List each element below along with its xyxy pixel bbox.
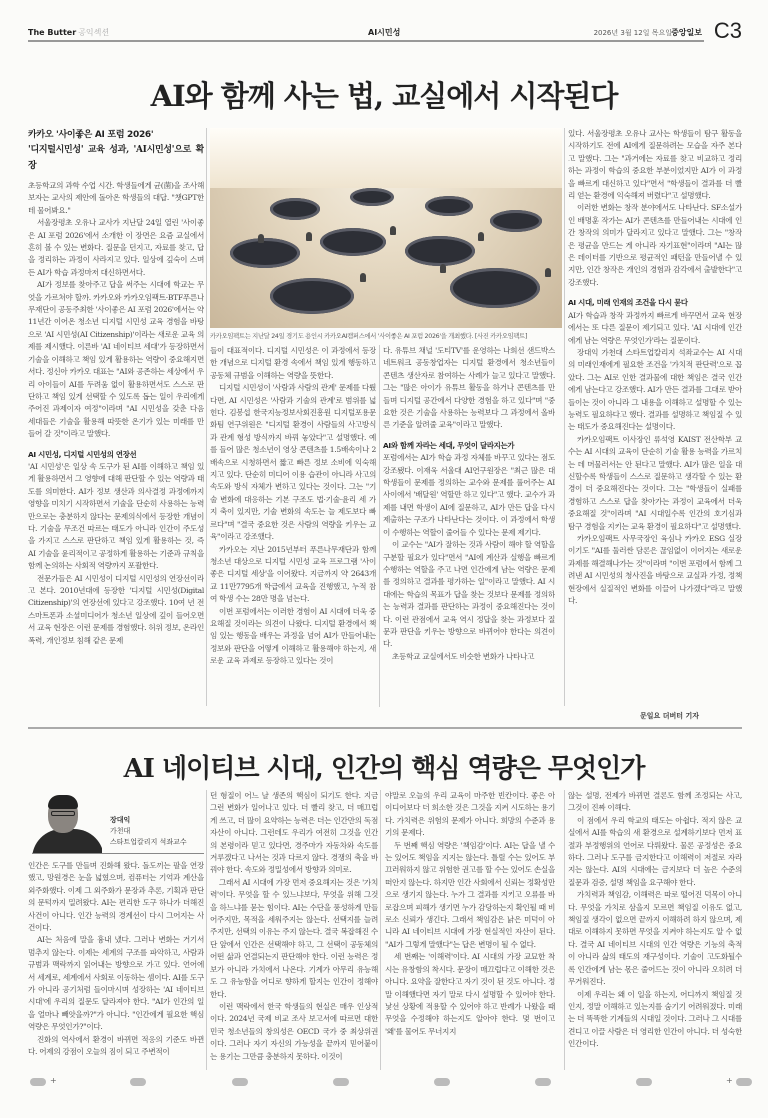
registration-mark	[130, 1078, 146, 1086]
article2-column-4	[568, 790, 742, 1068]
photo-table	[270, 278, 354, 314]
author-name: 장대익	[110, 816, 131, 824]
paragraph: 이런 맥락에서 한국 학생들의 현실은 매우 인상적이다. 2024년 국제 비교 조사 보고서에 따르면 대한민국 청소년들의 창의성은 OECD 국가 중 최상위권이다. 그러나 자기 자신의 가능성을 끝까지 믿어붙이는 용기는 그만큼 충분하지 못하다. 이것이	[210, 1001, 378, 1061]
author-title: 스타트업칼리지 석좌교수	[110, 838, 187, 846]
photo-person	[360, 273, 366, 282]
photo-table	[425, 196, 473, 216]
registration-mark	[30, 1078, 46, 1086]
paragraph: 진화의 역사에서 환경이 바뀌면 적응의 기준도 바뀐다. 어제의 강점이 오늘의 짐이 되고 주변적이	[28, 1034, 204, 1057]
paragraph: 그래서 AI 시대에 가장 먼저 중요해지는 것은 '가치력'이다. 무엇을 할 수 있느냐보다, 무엇을 위해 그것을 하느냐를 묻는 힘이다. AI는 수단을 풍성하게 만들어주지만, 목적을 세워주지는 않는다. 선택지를 늘려주지만, 선택의 이유는 주지 않는다. 결국 복잡해진 수단 앞에서 인간은 선택해야 하고, 그 선택이 공동체의 어떤 삶과 연결되는지 판단해야 한다. 이런 능력은 정보가 아니라 가치에서 나온다. 기계가 아무리 유능해도 그 유능함을 어디로 향하게 할지는 인간이 정해야 한다.	[210, 877, 378, 999]
section-brand: The Butter 공익섹션	[28, 28, 110, 37]
paragraph: AI는 처음에 말을 흉내 냈다. 그러나 변화는 거기서 멈추지 않는다. 이제는 세계의 구조를 파악하고, 사람과 규범과 맥락까지 읽어내는 방향으로 가고 있다. 언어에서 세계로, 세계에서 사회로 이동하는 셈이다. AI를 도구가 아니라 공기처럼 들이마시며 성장하는 'AI 네이티브 시대'에 우리의 질문도 달라져야 한다. "AI가 인간의 일을 얼마나 빼앗을까?"가 아니다. "인간에게 필요한 핵심 역량은 무엇인가?"이다.	[28, 935, 204, 1032]
article1-column-2	[210, 345, 376, 707]
photo-person	[390, 226, 396, 235]
paragraph: 디지털 시민성이 '사람과 사람의 관계' 문제를 다뤘다면, AI 시민성은 '사람과 기술의 관계'로 범위를 넓힌다. 김봉섭 한국지능정보사회진흥원 디지털포용문화팀 연구위원은 "디지털 환경이 사람들의 사고방식과 관계 형성 방식까지 바꿔 놓았다"고 설명했다. 예를 들어 많은 청소년이 영상 콘텐츠를 1.5배속이나 2배속으로 시청하면서 짧고 빠른 정보 소비에 익숙해지고 있다. 단순히 미디어 이용 습관이 아니라 사고의 속도와 방식 자체가 변하고 있다는 것이다. 그는 "기술 변화에 대응하는 기본 구조도 법·기술·윤리 세 가지 축이 있지만, 기술 변화의 속도는 늘 제도보다 빠르다"며 "결국 중요한 것은 사람의 역량을 키우는 교육"이라고 강조했다.	[210, 383, 376, 542]
paragraph: 이제 우리는 왜 이 일을 하는지, 어디까지 책임질 것인지, 정말 이해하고 있는지를 숨기기 어려워졌다. 미래는 더 똑똑한 기계들의 시대일 것이다. 그러나 그 시대를 견디고 이끌 사람은 더 영리한 인간이 아니다. 더 성숙한 인간이다.	[568, 989, 742, 1049]
author-affiliation: 가천대	[110, 827, 131, 835]
photo-table	[320, 228, 386, 256]
crop-mark-icon: +	[50, 1076, 57, 1085]
author-portrait	[32, 795, 102, 853]
article1-byline: 문일요 더버터 기자	[640, 712, 699, 720]
photo-table	[490, 210, 542, 232]
section-subhead: AI 시대, 미래 인재의 조건을 다시 묻다	[568, 298, 688, 308]
article1-headline: AI와 함께 사는 법, 교실에서 시작된다	[150, 79, 618, 113]
paragraph: AI가 학습과 창작 과정까지 빠르게 바꾸면서 교육 현장에서는 또 다른 질문이 제기되고 있다. 'AI 시대에 인간에게 남는 역량은 무엇인가'라는 질문이다.	[568, 310, 742, 345]
paragraph: 포럼에서는 AI가 학습 과정 자체를 바꾸고 있다는 점도 강조됐다. 이재욱 서울대 AI연구원장은 "최근 많은 대학생들이 문제를 정의하는 교수와 문제를 풀어주는 AI 사이에서 '배달원' 역할만 하고 있다"고 했다. 교수가 과제를 내면 학생이 AI에 질문하고, AI가 만든 답을 다시 제출하는 구조가 나타난다는 것이다. 이 과정에서 학생이 수행하는 역할이 줄어들 수 있다는 문제 제기다.	[383, 453, 555, 537]
registration-mark	[434, 1078, 450, 1086]
registration-mark	[535, 1078, 551, 1086]
section-subhead: AI 시민성, 디지털 시민성의 연장선	[28, 449, 137, 459]
paragraph: 카카오임팩트 사무국장인 육심나 카카오 ESG 실장이기도 "AI를 둘러싼 담론은 끊임없이 이어지는 새로운 과제를 해결해나가는 것"이라며 "이번 포럼에서 함께 그려낸 AI 시민성의 청사진을 바탕으로 교실과 가정, 정책 현장에서 실질적인 변화를 이끌어 나가겠다"라고 말했다.	[568, 534, 742, 606]
column-divider	[380, 790, 381, 1070]
portrait-hair	[48, 795, 78, 809]
paragraph: 세 번째는 '이해력'이다. AI 시대의 가장 교묘한 착시는 유창함의 착시다. 문장이 매끄럽다고 이해한 것은 아니다. 요약을 잘한다고 자기 것이 된 것도 아니다. 정말 이해했다면 자기 말로 다시 설명할 수 있어야 한다. 낯선 상황에 적용할 수 있어야 하고 반례가 나왔을 때 무엇을 수정해야 하는지도 알아야 한다. 몇 번이고 '왜'를 물어도 무너지지	[385, 952, 555, 1036]
section-title: AI시민성	[368, 28, 401, 37]
column-divider	[379, 345, 380, 707]
paragraph: 야말로 오늘의 우리 교육이 마주한 빈칸이다. 좋은 아이디어보다 더 희소한 것은 그것을 지켜 시도하는 용기다. 가치력은 위험의 문제가 아니다. 희망의 수준과 용기의 문제다.	[385, 791, 555, 838]
paragraph: 이번 포럼에서는 이러한 경험이 AI 시대에 더욱 중요해질 것이라는 의견이 나왔다. 디지털 환경에서 책임 있는 행동을 배우는 과정을 넘어 AI가 만들어내는 정보와 판단을 어떻게 이해하고 활용해야 하는지, 새로운 교육 과제로 등장하고 있다는 것이	[210, 606, 376, 666]
paragraph: 들이 대표적이다. 디지털 시민성은 이 과정에서 등장한 개념으로 디지털 환경 속에서 책임 있게 행동하고 공동체 규범을 이해하는 역량을 뜻한다.	[210, 346, 376, 380]
page-header	[28, 18, 742, 46]
photo-person	[306, 232, 312, 241]
paragraph: 두 번째 핵심 역량은 '책임감'이다. AI는 답을 낼 수는 있어도 책임을 지지는 않는다. 틀릴 수는 있어도 부끄러워하지 않고 위험한 권고를 할 수는 있어도 손실을 떠안지 않는다. 하지만 인간 사회에서 신뢰는 정확성만으로 생기지 않는다. 누가 그 결과를 지키고 오류를 바로잡으며 피해가 생기면 누가 감당하는지 확인될 때 비로소 신뢰가 생긴다. 그래서 책임감은 낡은 미덕이 아니라 AI 네이티브 시대에 가장 현실적인 자산이 된다. "AI가 그렇게 말했다"는 답은 변명이 될 수 없다.	[385, 840, 555, 949]
photo-person	[478, 232, 484, 241]
photo-person	[545, 268, 551, 277]
article1-column-3	[383, 345, 555, 707]
photo-table	[450, 268, 540, 308]
paragraph: 이 점에서 우리 학교의 태도는 아쉽다. 적지 않은 교실에서 AI를 학습의 새 환경으로 설계하기보다 먼저 표절과 부정행위의 언어로 다뤄왔다. 물론 공정성은 중요하다. 그러나 도구를 금지한다고 이해력이 저절로 자라지는 않는다. AI의 시대에는 금지보다 더 높은 수준의 질문과 검증, 설명 책임을 요구해야 한다.	[568, 815, 742, 887]
newspaper-logo: 중앙일보	[671, 28, 702, 37]
paragraph: 이 교수는 "AI가 잘하는 것과 사람이 해야 할 역할을 구분할 필요가 있다"면서 "AI에 계산과 실행을 빠르게 수행하는 역할을 주고 나면 인간에게 남는 역량은 문제를 정의하고 결과를 평가하는 일"이라고 말했다. AI 시대에는 학습의 목표가 답을 찾는 것보다 문제를 정의하는 능력과 결과를 판단하는 과정이 중요해진다는 것이다. 이런 관점에서 교육 역시 정답을 찾는 과정보다 질문과 판단을 키우는 방향으로 바뀌어야 한다는 의견이다.	[383, 540, 555, 649]
registration-mark	[736, 1078, 752, 1086]
paragraph: 않는 설명, 전제가 바뀌면 결론도 함께 조정되는 사고, 그것이 진짜 이해다.	[568, 791, 742, 813]
page-number: C3	[713, 18, 742, 43]
photo-table	[270, 198, 320, 220]
registration-mark	[232, 1078, 248, 1086]
column-divider	[564, 790, 565, 1070]
article2-column-1	[28, 860, 204, 1068]
article1-kicker: 카카오 '사이좋은 AI 포럼 2026'	[28, 130, 154, 140]
paragraph: 가치력과 책임감, 이해력은 따로 떨어진 덕목이 아니다. 무엇을 가치로 삼을지 모르면 책임질 이유도 없고, 책임질 생각이 없으면 끝까지 이해하려 하지 않으며, 제대로 이해하지 못하면 무엇을 지켜야 하는지도 알 수 없다. 결국 AI 네이티브 시대의 인간 역량은 기능의 축적이 아니라 삶의 태도의 재구성이다. 기술이 고도화될수록 인간에게 남는 몫은 줄어드는 것이 아니라 오히려 더 무거워진다.	[568, 890, 742, 987]
article2-headline: AI 네이티브 시대, 인간의 핵심 역량은 무엇인가	[123, 754, 645, 784]
registration-mark	[333, 1078, 349, 1086]
paragraph: 'AI 시민성'은 일상 속 도구가 된 AI를 이해하고 책임 있게 활용하면서 그 영향에 대해 판단할 수 있는 역량과 태도를 의미한다. AI가 정보 생산과 의사결정 과정에까지 영향을 미치기 시작하면서 기술을 단순히 사용하는 능력만으로는 충분하지 않다는 문제의식에서 등장한 개념이다. 기술을 무조건 따르는 태도가 아니라 인간이 주도성을 가지고 스스로 판단하고 책임 있게 활용하는 것, 즉 AI 기술을 윤리적이고 공정하게 활용하는 기준과 규칙을 함께 논의하는 사회적 역량까지 포괄한다.	[28, 461, 204, 571]
article2-column-3	[385, 790, 555, 1068]
column-divider	[206, 790, 207, 1070]
photo-person	[258, 234, 264, 243]
paragraph: AI가 정보를 찾아주고 답을 써주는 시대에 학교는 무엇을 가르쳐야 할까. 카카오와 카카오임팩트·BTF푸른나무재단이 공동주최한 '사이좋은 AI 포럼 2026'에서는 약 11년간 이어온 청소년 디지털 시민성 교육 경험을 바탕으로 'AI 시민성(AI Citizenship)'이라는 새로운 교육 의제를 제시했다. 이른바 'AI 네이티브 세대'가 등장하면서 기술을 이해하고 책임 있게 활용하는 역량이 중요해지면서다. 정신아 카카오 대표는 "AI와 공존하는 세상에서 우리 아이들이 AI를 두려움 없이 활용하면서도 스스로 판단하고 책임 있게 선택할 수 있도록 돕는 일이 우리에게 주어진 과제이자 여정"이라며 "AI 시민성을 갖춘 다음 세대들은 기술을 활용해 따뜻한 온기가 있는 미래를 만들어 갈 것"이라고 말했다.	[28, 280, 204, 439]
paragraph: 다. 유튜브 채널 '도티TV'를 운영하는 나희선 샌드박스네트워크 공동창업자는 디지털 환경에서 청소년들이 콘텐츠 생산자로 참여하는 사례가 늘고 있다고 말했다. 그는 "많은 아이가 유튜브 활동을 하거나 콘텐츠를 만들며 디지털 공간에서 다양한 경험을 하고 있다"며 "중요한 것은 기술을 사용하는 능력보다 그 과정에서 올바른 기준을 알려줄 교육"이라고 말했다.	[383, 346, 555, 430]
column-divider	[564, 128, 565, 706]
paragraph: 초등학교의 과학 수업 시간. 학생들에게 균(菌)을 조사해 보자는 교사의 제안에 돌아온 학생들의 대답. "챗GPT한테 물어봐요."	[28, 181, 204, 215]
publication-date: 2026년 3월 12일 목요일	[593, 29, 672, 37]
paragraph: 인간은 도구를 만들며 진화해 왔다. 돌도끼는 팔을 연장했고, 망원경은 눈을 넓혔으며, 컴퓨터는 기억과 계산을 외주화했다. 이제 그 외주화가 문장과 추론, 기획과 판단의 문턱까지 밀려왔다. AI는 편리한 도구 하나가 더해진 사건이 아니다. 인간 능력의 경계선이 다시 그어지는 사건이다.	[28, 861, 204, 933]
article-divider	[28, 727, 742, 729]
photo-table	[350, 188, 394, 206]
photo-ceiling	[210, 128, 562, 188]
photo-table	[230, 238, 300, 268]
paragraph: 있다. 서울장평초 오유나 교사는 학생들이 탐구 활동을 시작하기도 전에 AI에게 질문하려는 모습을 자주 본다고 말했다. 그는 "과거에는 자료를 찾고 비교하고 정리하는 과정이 학습의 중요한 부분이었지만 AI가 이 과정을 빠르게 대신하고 있다"면서 "학생들이 결과를 더 빨리 얻는 환경에 익숙해져 버렸다"고 설명했다.	[568, 129, 742, 201]
photo-table	[405, 236, 475, 266]
forum-photo	[210, 128, 562, 328]
glasses-icon	[51, 811, 75, 816]
paragraph: 카카오는 지난 2015년부터 푸른나무재단과 함께 청소년 대상으로 디지털 시민성 교육 프로그램 '사이좋은 디지털 세상'을 이어왔다. 지금까지 약 2643개교 11만7795개 학급에서 교육을 진행했고, 누적 참여 학생 수는 28만 명을 넘는다.	[210, 544, 376, 604]
article1-column-1	[28, 128, 204, 708]
registration-mark	[636, 1078, 652, 1086]
paragraph: 전문가들은 AI 시민성이 디지털 시민성의 연장선이라고 본다. 2010년대에 등장한 '디지털 시민성(Digital Citizenship)'의 연장선에 있다고 강조했다. 10여 년 전 스마트폰과 소셜미디어가 청소년 일상에 깊이 들어오면서 교육 현장은 이런 문제를 경험했다. 허위 정보, 온라인 폭력, 개인정보 침해 같은 문제	[28, 573, 204, 645]
column-divider	[206, 128, 207, 706]
paragraph: 던 형질이 어느 날 생존의 핵심이 되기도 한다. 지금 그런 변화가 일어나고 있다. 더 빨리 찾고, 더 매끄럽게 쓰고, 더 많이 요약하는 능력은 더는 인간만의 독점 자산이 아니다. 그런데도 우리가 여전히 그것을 인간의 본령이라 믿고 있다면, 경주마가 자동차와 속도를 겨루겠다고 나서는 것과 다르지 않다. 경쟁의 축을 바꿔야 한다. 속도와 정밀성에서 방향과 의미로.	[210, 791, 378, 875]
paragraph: 초등학교 교실에서도 비슷한 변화가 나타나고	[392, 651, 535, 661]
article1-subheadline: '디지털시민성' 교육 성과, 'AI시민성'으로 확장	[28, 145, 204, 171]
paragraph: 장대익 가천대 스타트업칼리지 석좌교수는 AI 시대의 미래인재에게 필요한 조건을 '가치적 판단력'으로 꼽았다. 그는 AI로 인한 결과물에 대한 책임은 결국 인간에게 남는다고 강조했다. AI가 만든 결과를 그대로 받아들이는 것이 아니라 그 내용을 이해하고 설명할 수 있는 능력도 필요하다고 했다. 결과를 설명하고 책임질 수 있는 태도가 중요해진다는 설명이다.	[568, 347, 742, 432]
author-rule	[32, 853, 204, 854]
author-info	[110, 815, 187, 848]
header-rule	[28, 40, 704, 42]
crop-mark-icon: +	[726, 1076, 733, 1085]
photo-person	[440, 264, 446, 273]
article2-column-2	[210, 790, 378, 1068]
section-subhead: AI와 함께 자라는 세대, 무엇이 달라지는가	[383, 440, 515, 450]
paragraph: 이러한 변화는 창작 분야에서도 나타난다. SF소설가인 배명훈 작가는 AI가 콘텐츠를 만들어내는 시대에 인간 창작의 의미가 달라지고 있다고 말했다. 그는 "창작은 평균을 만드는 게 아니라 자기표현"이라며 "AI는 많은 데이터를 기반으로 평균적인 패턴을 만들어낼 수 있지만, 인간 창작은 개인의 경험과 감각에서 출발한다"고 강조했다.	[568, 203, 742, 287]
paragraph: 카카오임팩트 이사장인 류석영 KAIST 전산학부 교수는 AI 시대의 교육이 단순히 기술 활용 능력을 가르치는 데 머물러서는 안 된다고 말했다. AI가 많은 일을 대신할수록 학생들이 스스로 질문하고 생각할 수 있는 환경이 더 중요해진다는 것이다. 그는 "학생들이 실패를 경험하고 스스로 답을 찾아가는 과정이 교육에서 더욱 중요해질 것"이라며 "AI 시대일수록 인간의 호기심과 탐구 경험을 지키는 교육 환경이 필요하다"고 설명했다.	[568, 434, 742, 531]
photo-caption: 카카오임팩트는 지난달 24일 경기도 용인시 카카오AI캠퍼스에서 '사이좋은 AI 포럼 2026'을 개최했다. [사진 카카오임팩트]	[210, 333, 528, 340]
paragraph: 서울장평초 오유나 교사가 지난달 24일 열린 '사이좋은 AI 포럼 2026'에서 소개한 이 장면은 요즘 교실에서 흔히 볼 수 있는 변화다. 질문을 던지고, 자료를 찾고, 답을 정리하는 과정이 사라지고 있다. 일상에 깊숙이 스며든 AI가 학습 과정마저 대신하면서다.	[28, 218, 204, 277]
article1-column-4	[568, 128, 742, 710]
